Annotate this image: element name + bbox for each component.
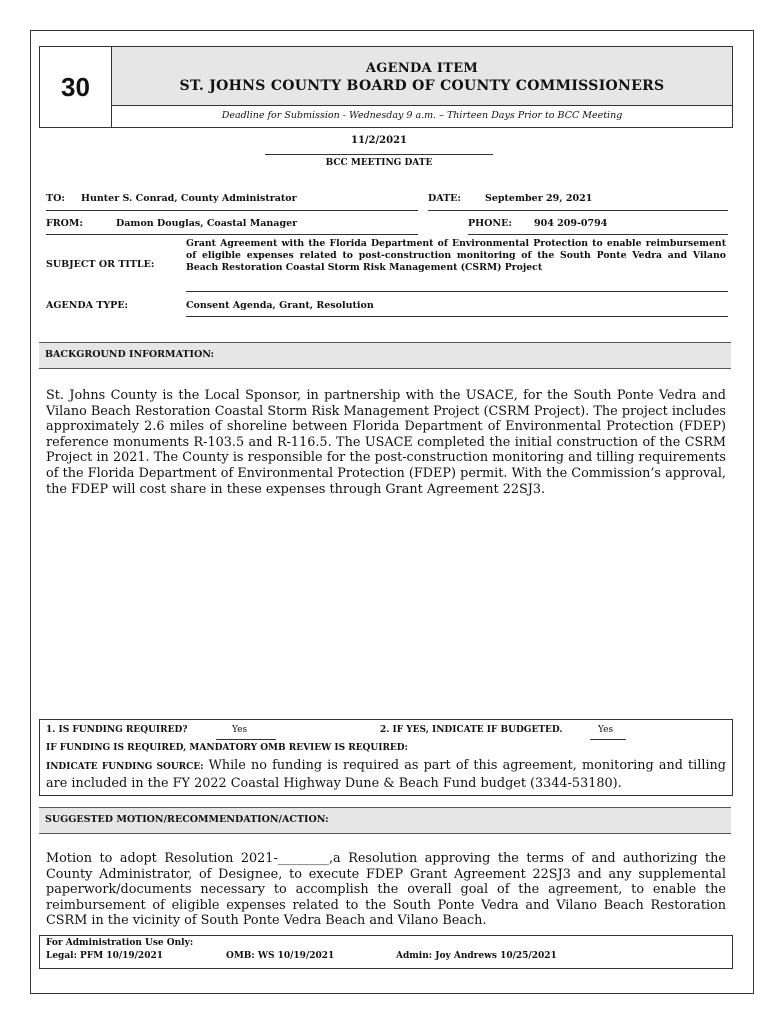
subject-label: SUBJECT OR TITLE: xyxy=(46,259,155,270)
agenda-type-value: Consent Agenda, Grant, Resolution xyxy=(186,300,374,311)
background-heading-band xyxy=(39,342,731,369)
omb-note: IF FUNDING IS REQUIRED, MANDATORY OMB REVIEW IS REQUIRED: xyxy=(46,743,408,753)
funding-source-text: While no funding is required as part of this agreement, monitoring and tilling are included in the FY 2022 Coastal Highway Dune & Beach Fund budget (3344-53180). xyxy=(46,758,726,791)
admin-box xyxy=(39,935,733,969)
motion-heading-band xyxy=(39,807,731,834)
agenda-type-label: AGENDA TYPE: xyxy=(46,300,129,311)
phone-label: PHONE: xyxy=(468,218,512,229)
admin-legal: Legal: PFM 10/19/2021 xyxy=(46,951,163,961)
phone-value: 904 209-0794 xyxy=(534,218,608,229)
motion-text: Motion to adopt Resolution 2021-________,a Resolution approving the terms of and authorizing the County Administrator, of Designee, to execute FDEP Grant Agreement 22SJ3 and any supplemental paperwork/documents necessary to accomplish the overall goal of the agreement, to enable the reimbursement of eligible expenses related to the South Ponte Vedra and Vilano Beach Restoration CSRM in the vicinity of South Ponte Vedra Beach and Vilano Beach. xyxy=(46,851,726,929)
motion-heading: SUGGESTED MOTION/RECOMMENDATION/ACTION: xyxy=(45,814,329,825)
admin-heading: For Administration Use Only: xyxy=(46,938,194,948)
funding-q1-label: 1. IS FUNDING REQUIRED? xyxy=(46,725,188,735)
admin-omb: OMB: WS 10/19/2021 xyxy=(226,951,335,961)
funding-q2-value: Yes xyxy=(598,725,614,735)
funding-q1-rule xyxy=(216,739,276,740)
meeting-date: 11/2/2021 xyxy=(350,135,407,146)
funding-q2-rule xyxy=(590,739,626,740)
item-number: 30 xyxy=(61,72,90,102)
background-heading: BACKGROUND INFORMATION: xyxy=(45,349,215,360)
date-rule xyxy=(428,210,728,211)
phone-rule xyxy=(468,234,728,235)
admin-approver: Admin: Joy Andrews 10/25/2021 xyxy=(396,951,557,961)
meeting-date-rule xyxy=(265,154,493,155)
funding-box xyxy=(39,719,733,796)
title-cell xyxy=(112,47,732,106)
subject-rule xyxy=(186,291,728,292)
from-label: FROM: xyxy=(46,218,83,229)
funding-source xyxy=(46,758,726,791)
background-text: St. Johns County is the Local Sponsor, in partnership with the USACE, for the South Ponte Vedra and Vilano Beach Restoration Coastal Storm Risk Management Project (CSRM Project). The project includes approximately 2.6 miles of shoreline between Florida Department of Environmental Protection (FDEP) reference monuments R-103.5 and R-116.5. The USACE completed the initial construction of the CSRM Project in 2021. The County is responsible for the post-construction monitoring and tilling requirements of the Florida Department of Environmental Protection (FDEP) permit. With the Commission’s approval, the FDEP will cost share in these expenses through Grant Agreement 22SJ3. xyxy=(46,388,726,497)
to-rule xyxy=(46,210,418,211)
funding-q1-value: Yes xyxy=(232,725,248,735)
from-rule xyxy=(46,234,418,235)
title-line-1: AGENDA ITEM xyxy=(365,61,479,76)
deadline-note: Deadline for Submission - Wednesday 9 a.m. – Thirteen Days Prior to BCC Meeting xyxy=(221,110,623,121)
item-number-cell xyxy=(40,47,112,127)
to-label: TO: xyxy=(46,193,65,204)
to-value: Hunter S. Conrad, County Administrator xyxy=(81,193,297,204)
page-frame xyxy=(30,30,754,994)
title-line-2: ST. JOHNS COUNTY BOARD OF COUNTY COMMISSIONERS xyxy=(179,78,665,94)
funding-q2-label: 2. IF YES, INDICATE IF BUDGETED. xyxy=(380,725,563,735)
from-value: Damon Douglas, Coastal Manager xyxy=(116,218,298,229)
funding-source-label: INDICATE FUNDING SOURCE: xyxy=(46,762,204,772)
date-value: September 29, 2021 xyxy=(485,193,593,204)
date-label: DATE: xyxy=(428,193,461,204)
agenda-header xyxy=(39,46,733,128)
agenda-type-rule xyxy=(186,316,728,317)
subject-value: Grant Agreement with the Florida Department of Environmental Protection to enable reimbursement of eligible expenses related to post-construction monitoring of the South Ponte Vedra and Vilano Beach Restoration Coastal Storm Risk Management (CSRM) Project xyxy=(186,238,726,273)
meeting-date-label: BCC MEETING DATE xyxy=(325,158,433,168)
